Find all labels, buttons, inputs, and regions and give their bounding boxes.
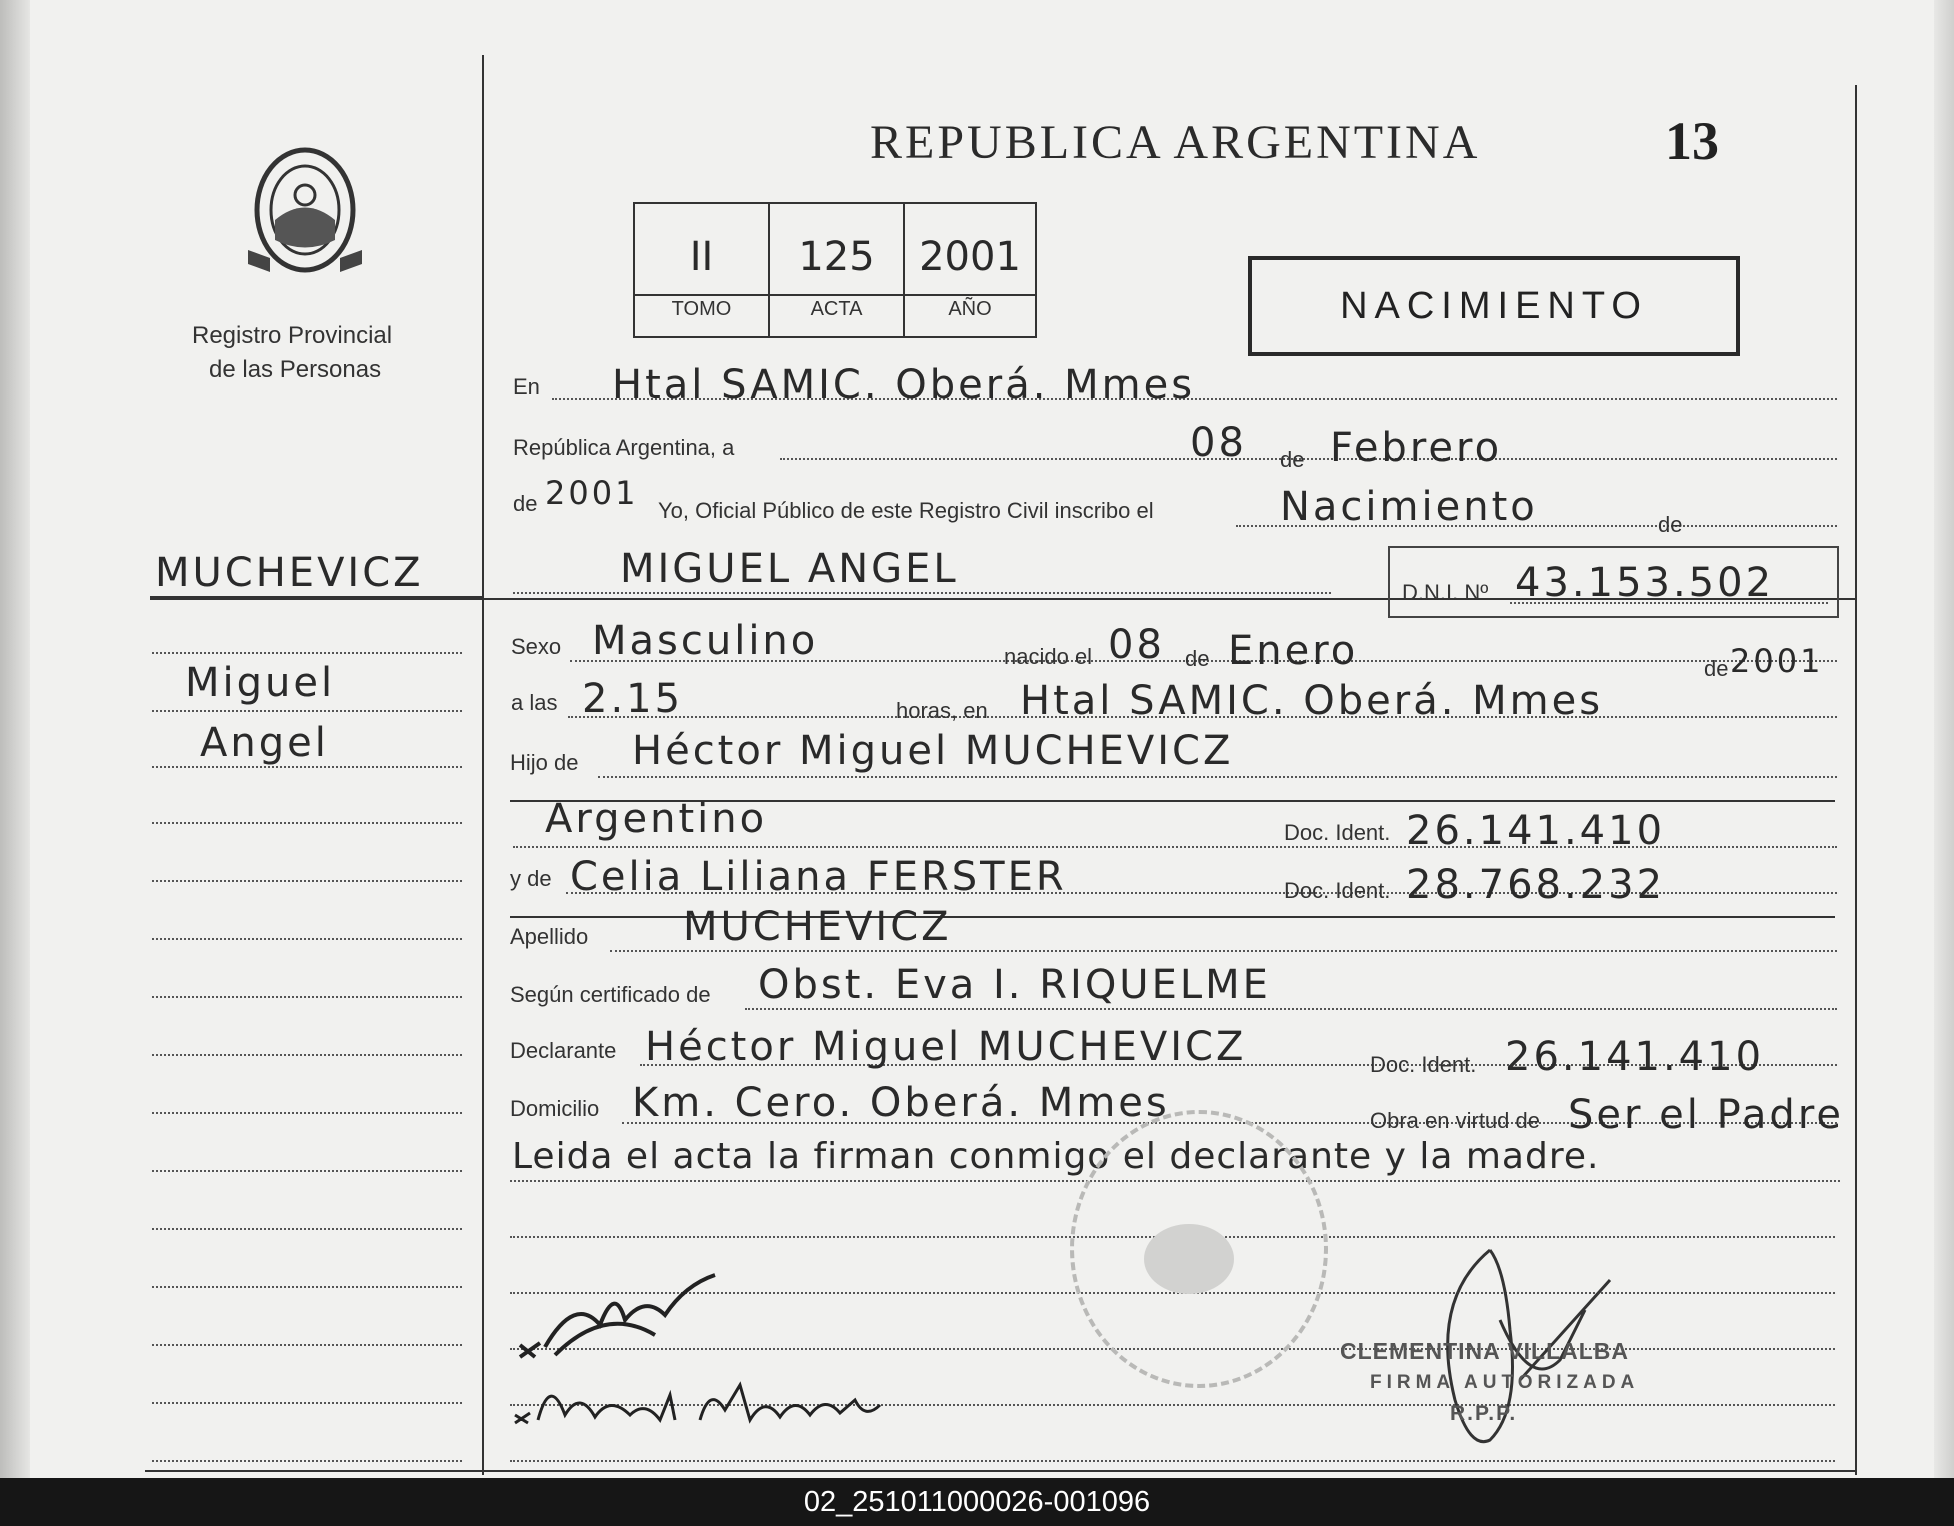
ano-label: AÑO [948, 298, 992, 320]
label-de-after: de [1658, 512, 1683, 537]
label-doc1: Doc. Ident. [1284, 820, 1391, 845]
value-father-nationality: Argentino [545, 796, 768, 842]
value-time: 2.15 [582, 676, 684, 722]
value-year: 2001 [545, 474, 639, 512]
official-title: FIRMA AUTORIZADA [1370, 1372, 1640, 1393]
value-dni: 43.153.502 [1515, 560, 1775, 606]
bottom-border [145, 1470, 1857, 1472]
label-republica: República Argentina, a [513, 435, 735, 460]
mother-signature [510, 1365, 910, 1435]
record-type-box [1248, 256, 1740, 356]
label-apellido: Apellido [510, 924, 589, 949]
official-org: R.P.P. [1450, 1402, 1518, 1425]
label-alas: a las [511, 690, 558, 715]
label-declarante: Declarante [510, 1038, 617, 1063]
official-stamp [1070, 1110, 1328, 1388]
label-obra: Obra en virtud de [1370, 1108, 1540, 1133]
value-mother-doc: 28.768.232 [1406, 862, 1666, 908]
registry-name-line2: de las Personas [209, 356, 382, 383]
right-border [1855, 85, 1857, 1475]
label-yo: Yo, Oficial Público de este Registro Civil inscribo el [658, 498, 1154, 523]
label-doc3: Doc. Ident. [1370, 1052, 1477, 1077]
value-father: Héctor Miguel MUCHEVICZ [632, 728, 1234, 774]
value-surname: MUCHEVICZ [683, 904, 952, 950]
tomo-label: TOMO [671, 298, 732, 320]
label-horas: horas, en [896, 698, 988, 723]
margin-name-line1: Miguel [185, 660, 336, 706]
book-spine [0, 0, 30, 1478]
scan-id-footer: 02_251011000026-001096 [0, 1478, 1954, 1526]
label-sexo: Sexo [511, 634, 562, 659]
value-address: Km. Cero. Oberá. Mmes [632, 1080, 1170, 1126]
value-birth-day: 08 [1108, 622, 1165, 668]
label-domicilio: Domicilio [510, 1096, 600, 1121]
label-nacido: nacido el [1004, 644, 1093, 669]
label-de2: de [1185, 646, 1210, 671]
value-sex: Masculino [592, 618, 819, 664]
value-declarant-doc: 26.141.410 [1505, 1034, 1765, 1080]
value-reason: Ser el Padre [1568, 1092, 1844, 1138]
acta-value: 125 [798, 234, 875, 280]
label-de: de [1280, 447, 1305, 472]
page-number: 13 [1665, 111, 1719, 171]
label-segun: Según certificado de [510, 982, 711, 1007]
record-type: NACIMIENTO [1340, 285, 1648, 327]
page-edge [1934, 0, 1954, 1478]
acta-cell [770, 204, 905, 336]
value-place: Htal SAMIC. Oberá. Mmes [612, 362, 1196, 408]
margin-divider [482, 55, 484, 1475]
ano-value: 2001 [919, 234, 1021, 280]
record-reference-box [633, 202, 1037, 338]
label-de3: de [1704, 656, 1729, 681]
province-seal-logo [240, 140, 370, 290]
registry-name-line1: Registro Provincial [192, 322, 393, 349]
value-mother: Celia Liliana FERSTER [570, 854, 1067, 900]
value-day: 08 [1190, 420, 1247, 466]
value-declarant: Héctor Miguel MUCHEVICZ [645, 1024, 1247, 1070]
closing-statement: Leida el acta la firman conmigo el declarante y la madre. [512, 1136, 1600, 1177]
label-yde: y de [510, 866, 552, 891]
label-de-year: de [513, 491, 538, 516]
official-name: CLEMENTINA VILLALBA [1340, 1338, 1630, 1364]
value-birth-place: Htal SAMIC. Oberá. Mmes [1020, 678, 1604, 724]
value-father-doc: 26.141.410 [1406, 808, 1666, 854]
margin-surname: MUCHEVICZ [155, 550, 424, 596]
value-child-name: MIGUEL ANGEL [620, 546, 959, 592]
label-en: En [513, 374, 540, 399]
label-dni: D.N.I. Nº [1402, 580, 1489, 605]
label-hijo: Hijo de [510, 750, 579, 775]
margin-name-line2: Angel [200, 720, 329, 766]
label-doc2: Doc. Ident. [1284, 878, 1391, 903]
tomo-value: II [689, 234, 714, 280]
acta-label: ACTA [810, 298, 863, 320]
country-title: REPUBLICA ARGENTINA [870, 116, 1481, 169]
value-certificate: Obst. Eva I. RIQUELME [758, 962, 1271, 1008]
value-event: Nacimiento [1280, 484, 1538, 530]
value-birth-month: Enero [1228, 628, 1359, 674]
value-birth-year: 2001 [1730, 642, 1824, 680]
value-month: Febrero [1330, 425, 1503, 471]
tomo-cell [635, 204, 770, 336]
declarant-signature [515, 1265, 725, 1365]
ano-cell [905, 204, 1035, 336]
